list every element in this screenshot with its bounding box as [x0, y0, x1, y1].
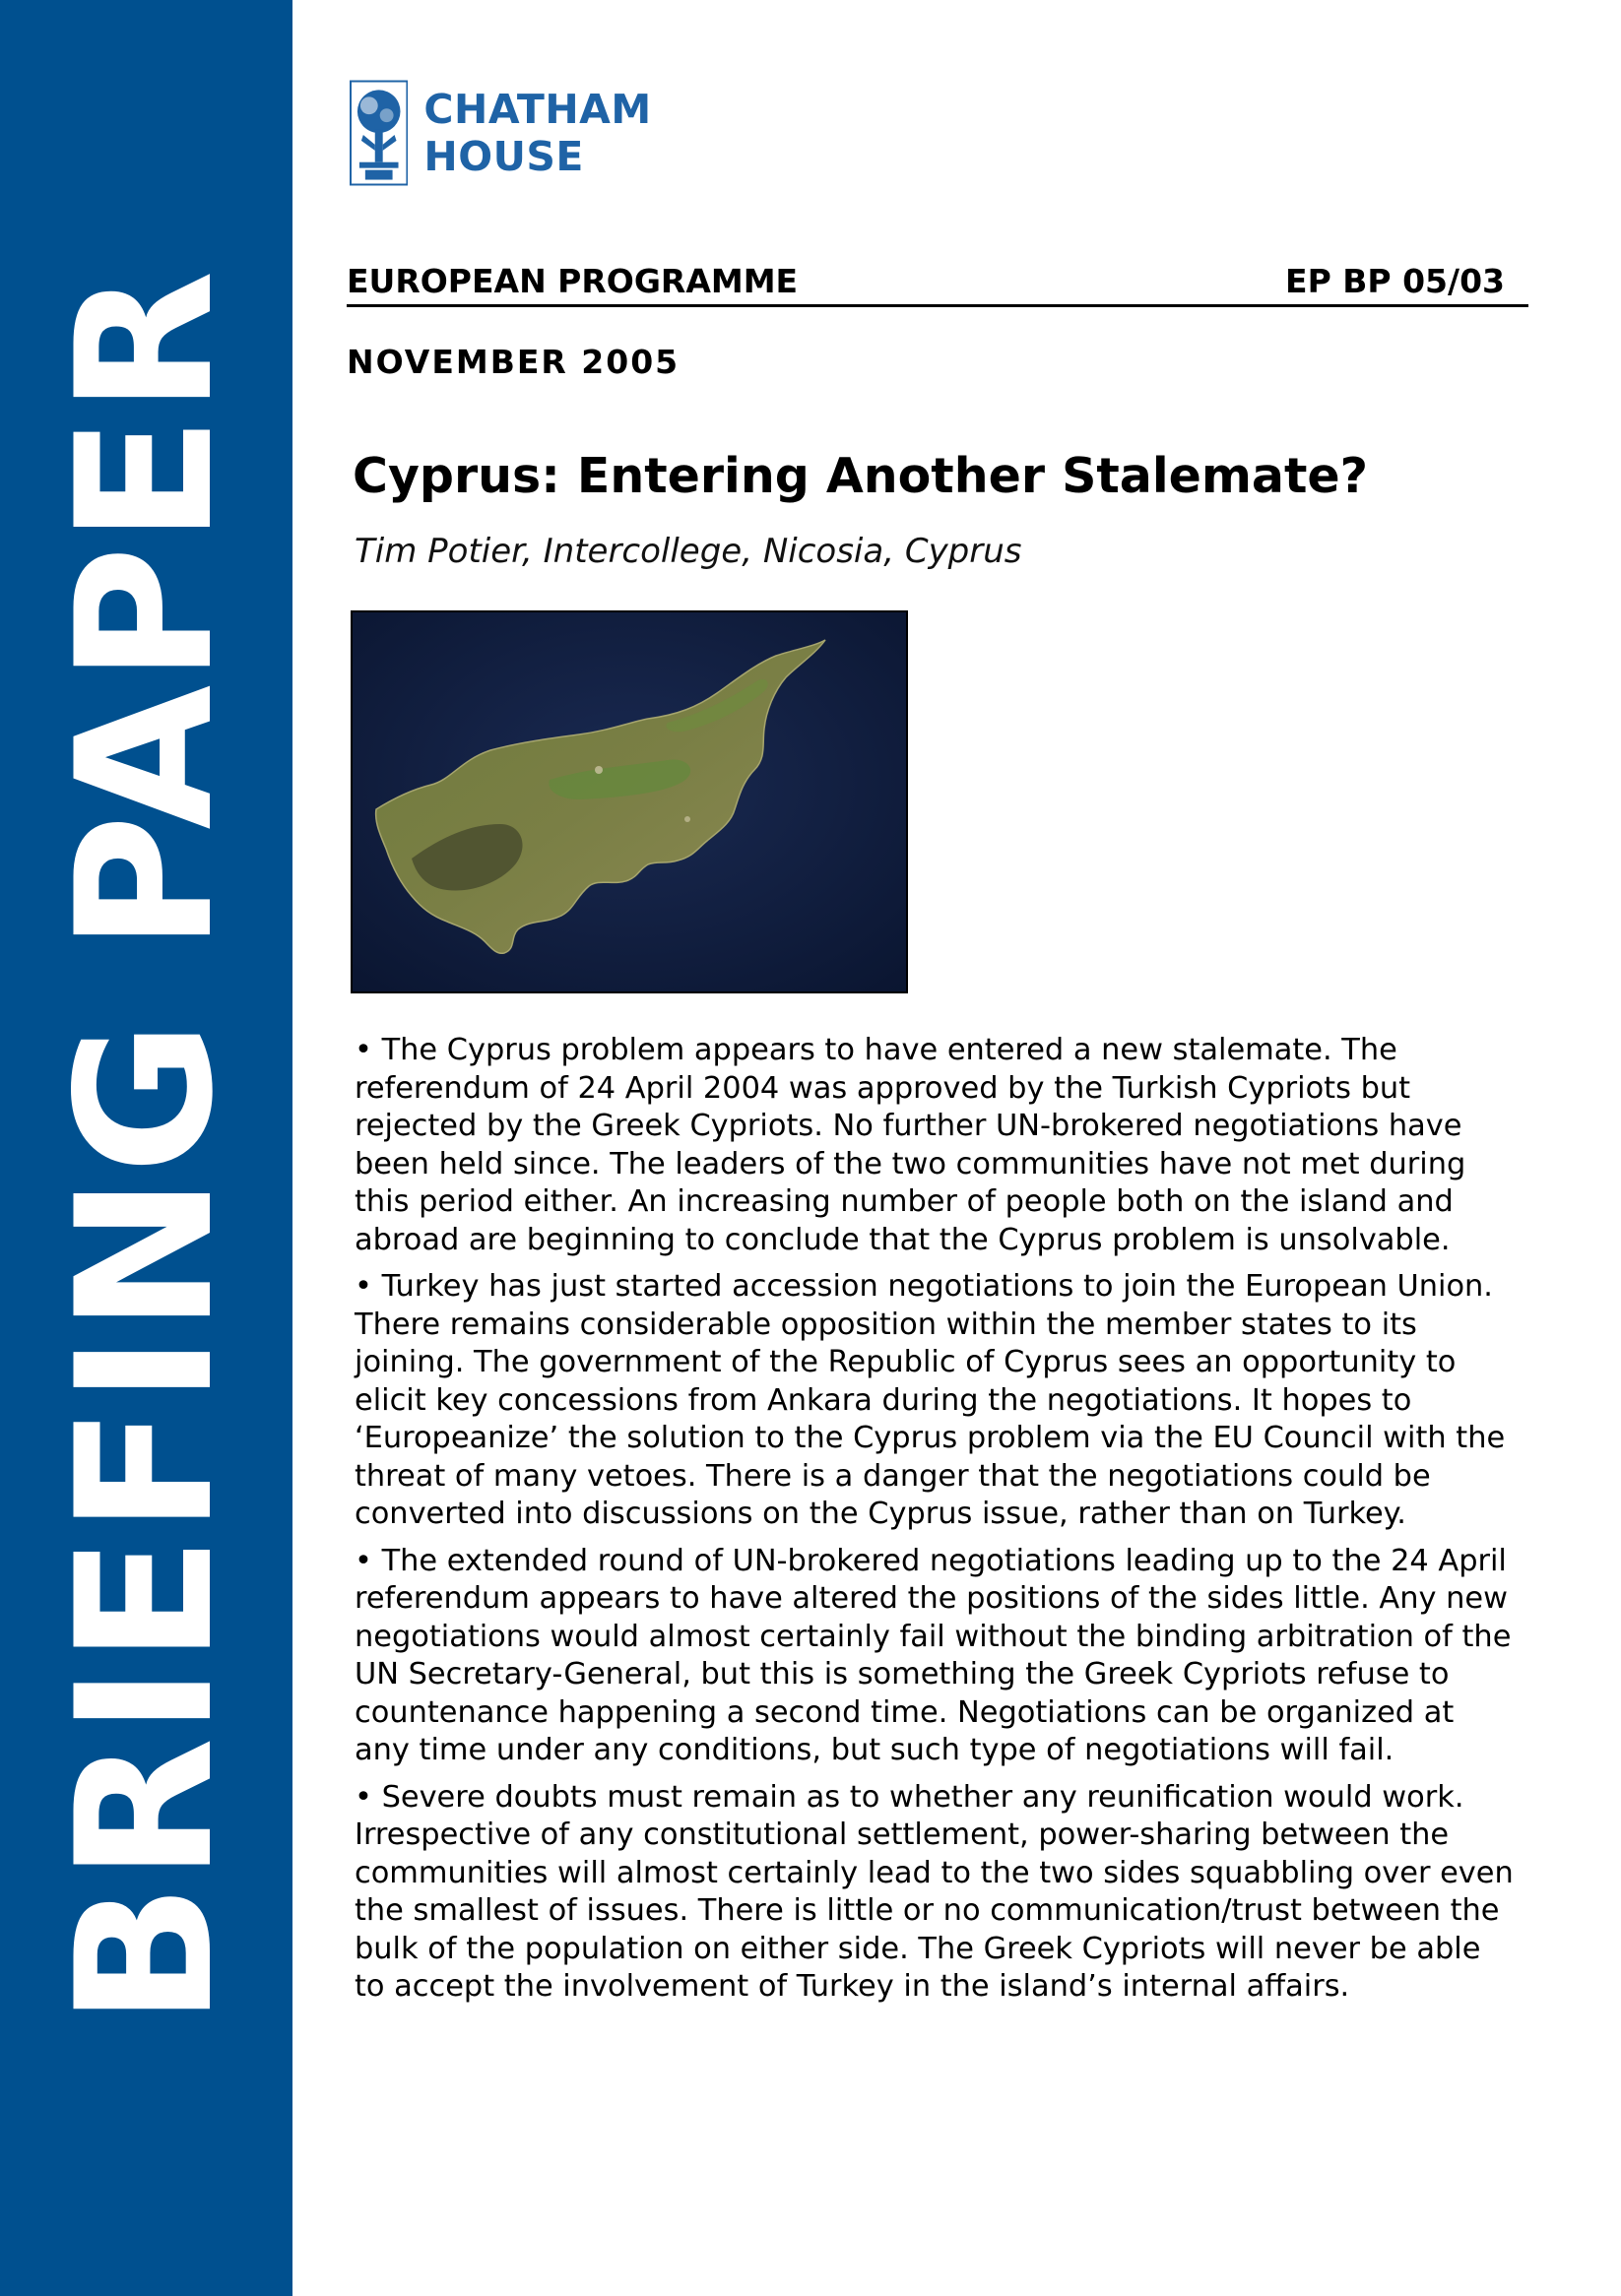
- paper-reference: EP BP 05/03: [1285, 262, 1505, 300]
- chatham-house-logo: [350, 79, 822, 187]
- programme-name: EUROPEAN PROGRAMME: [347, 262, 799, 300]
- programme-header: [347, 258, 1528, 307]
- chatham-house-emblem-icon: [350, 80, 408, 186]
- chatham-house-wordmark: CHATHAM HOUSE: [423, 86, 652, 180]
- satellite-map-cyprus-icon: [353, 612, 906, 991]
- key-point: • The Cyprus problem appears to have entered a new stalemate. The referendum of 24 April 2004 was approved by the Turkish Cypriots but rejected by the Greek Cypriots. No further UN-brokered negotiations have been held since. The leaders of the two communities have not met during this period either. An increasing number of people both on the island and abroad are beginning to conclude that the Cyprus problem is unsolvable.: [355, 1033, 1466, 1257]
- key-point: • The extended round of UN-brokered negotiations leading up to the 24 April referendum appears to have altered the positions of the sides little. Any new negotiations would almost certainly fail without the binding arbitration of the UN Secretary-General, but this is something the Greek Cypriots refuse to countenance happening a second time. Negotiations can be organized at any time under any conditions, but such type of negotiations will fail.: [355, 1543, 1512, 1767]
- paper-title: Cyprus: Entering Another Stalemate?: [353, 448, 1369, 504]
- key-point: • Turkey has just started accession negotiations to join the European Union. There remains considerable opposition within the member states to its joining. The government of the Republic of Cyprus sees an opportunity to elicit key concessions from Ankara during the negotiations. It hopes to ‘Europeanize’ the solution to the Cyprus problem via the EU Council with the threat of many vetoes. There is a danger that the negotiations could be converted into discussions on the Cyprus issue, rather than on Turkey.: [355, 1269, 1506, 1531]
- author-byline: Tim Potier, Intercollege, Nicosia, Cyprus: [355, 532, 1022, 571]
- key-point: • Severe doubts must remain as to whether any reunification would work. Irrespective of any constitutional settlement, power-sharing between the communities will almost certainly lead to the two sides squabbling over even the smallest of issues. There is little or no communication/trust between the bulk of the population on either side. The Greek Cypriots will never be able to accept the involvement of Turkey in the island’s internal affairs.: [355, 1779, 1514, 2004]
- briefing-paper-sidebar: [0, 0, 292, 2296]
- sidebar-label: BRIEFING PAPER: [36, 268, 254, 2026]
- cyprus-satellite-image: [351, 610, 908, 993]
- publication-date: NOVEMBER 2005: [347, 343, 681, 381]
- key-points: [355, 1032, 1517, 2015]
